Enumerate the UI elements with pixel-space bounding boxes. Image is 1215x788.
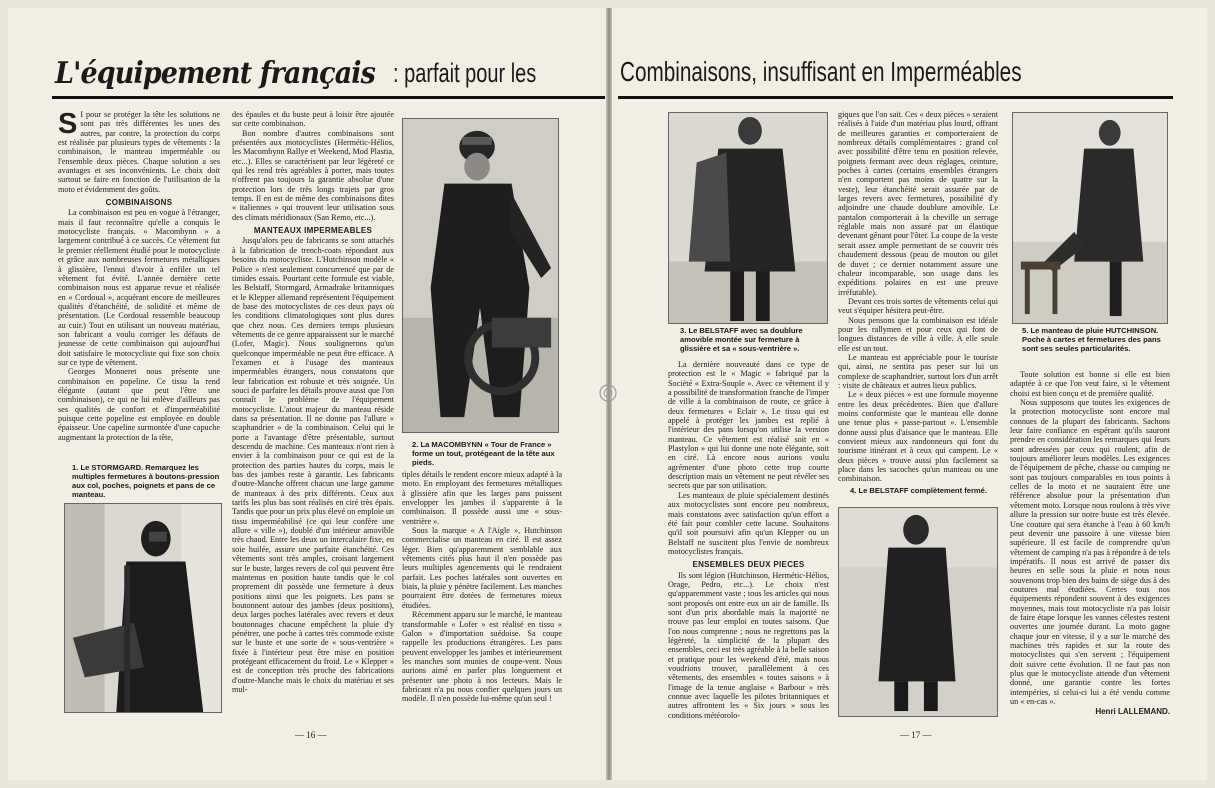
headline-left-rest: : parfait pour les	[393, 58, 537, 88]
paragraph: Jusqu'alors peu de fabricants se sont attachés à la fabrication de trench-coats répondant aux besoins du motocycliste. L'Hutchinson modèle « Police » n'est seulement concurrencé que par de timides essais. Pourtant cette formule est viable, les Belstaff, Stormgard, Armadrake britanniques et le Klepper allemand représentent l'équipement de base des motocyclistes de ces deux pays où les conditions climatologiques sont plus dures que chez nous. Ces derniers temps plusieurs vêtements de ce genre apparaissent sur le marché (Lofer, Magic). Nous soulignerons qu'un quelconque imperméable ne peut être efficace. A l'examen et à l'usage des manteaux imperméables étrangers, nous constatons que leur fabrication est robuste et très soignée. Un souci de parfaire les détails prouve aussi que l'on connaît le problème de l'équipement motocycliste. L'atout majeur du manteau réside dans sa présentation. Il ne donne pas l'allure « scaphandrier » de la combinaison. Celui qui le porte a l'avantage d'être présentable, surtout descendu de machine. Ces manteaux n'ont rien à envier à la combinaison pour ce qui est de la protection des parties hautes du corps, mais le bas des jambes reste à garantir. Les fabricants d'outre-Manche offrent chacun une large gamme de manteaux à des prix différents. Ceux aux tarifs les plus bas sont réalisés en ciré très épais. Tandis que pour un prix plus élevé on emploie un tissu imperméabilisé (ce qui leur confère une allure « ville »), doublé d'un intérieur amovible très chaud. Entre les deux un intercalaire fixe, en soie huilée, assure une parfaite étanchéité. Ces vêtements sont très amples, croisant largement sur le buste, larges revers de col qui peuvent être maintenus en position haute tandis que le col proprement dit possède une fermeture à deux positions ainsi que les poignets. Les pans se boutonnent autour des jambes (deux positions), deux larges poches latérales avec revers et deux boutonnages chacune empêchent la pluie d'y pénétrer, une poche à cartes très commode existe sur le buste et une sorte de « sous-ventrière » fixée à l'intérieur peut être mise en position protégeant efficacement du froid. Le « Klepper » est de conception très proche des fabrications d'outre-Manche mais le choix du matériau et ses mul-	[232, 236, 394, 694]
photo-hutchinson	[1012, 112, 1168, 324]
article-column-3	[402, 470, 562, 728]
paragraph: tiples détails le rendent encore mieux adapté à la moto. En employant des fermetures métalliques à glissière afin que les larges pans puissent envelopper les jambes il s'apparente à la combinaison. Il possède aussi une « sous-ventrière ».	[402, 470, 562, 526]
photo-caption-4: 4. Le BELSTAFF complètement fermé.	[850, 486, 987, 495]
section-heading-ensembles: ENSEMBLES DEUX PIECES	[692, 560, 805, 570]
photo-caption-1: 1. Le STORMGARD. Remarquez les multiples fermetures à boutons-pression aux col, poches, poignets et pans de ce manteau.	[72, 463, 220, 499]
headline-right	[620, 56, 1180, 96]
paragraph: giques que l'on sait. Ces « deux pièces » seraient réalisés à l'aide d'un matériau plus lourd, offrant de meilleures garanties et comporteraient de nombreux détails complémentaires : grand col avec possibilité d'être tenu en position relevée, poignets fermant avec deux réglages, ceinture, poches à cartes (certains ensembles étrangers n'en comportent pas moins de quatre sur la veste), leur étanchéité serait assurée par de larges revers avec fermetures, possibilité d'y adjoindre une chaude doublure amovible. Le pantalon comporterait à la cheville un serrage réglable mais non assuré par un élastique devenant gênant pour l'ôter. La coupe de la veste serait assez ample permettant de se couvrir très chaudement dessous (peau de mouton ou gilet de duvet ; ce dernier notamment assure une chaleur incomparable, son usage dans les expéditions polaires en est une preuve irréfutable).	[838, 110, 998, 297]
photo-stormgard	[64, 503, 222, 713]
headline-rule-left	[52, 96, 605, 99]
paragraph: Sous la marque « A l'Aigle », Hutchinson commercialise un manteau en ciré. Il est assez léger. Bien qu'apparemment semblable aux vêtements cités plus haut il n'en possède pas leurs multiples agencements qui le rendraient parfait. Les poches latérales sont ouvertes en biais, la pluie y pénètre facilement. Les manches pourraient être dotées de fermetures mieux étudiées.	[402, 526, 562, 610]
section-heading-manteaux: MANTEAUX IMPERMEABLES	[253, 226, 373, 236]
article-column-6	[1010, 370, 1170, 720]
photo-caption-5: 5. Le manteau de pluie HUTCHINSON. Poche à cartes et fermetures des pans sont ses seules particularités.	[1022, 326, 1161, 353]
paragraph: Le « deux pièces » est une formule moyenne entre les deux précédentes. Bien que d'allure moins conformiste que le manteau elle donne une tenue plus « passe-partout ». L'ensemble donne aussi plus d'aisance que le manteau. Elle convient mieux aux randonneurs qui font du tourisme itinérant et à ceux qui campent. Le « deux pièces » trouve aussi plus facilement sa place dans les sacoches qu'un manteau ou une combinaison.	[838, 390, 998, 483]
paragraph: Les manteaux de pluie spécialement destinés aux motocyclistes sont encore peu nombreux, mais constatons avec satisfaction qu'un effort a été fait pour combler cette lacune. Souhaitons qu'il soit poursuivi afin qu'un Klepper ou un Belstaff ne suscitent plus l'envie de nombreux motocyclistes français.	[668, 490, 829, 556]
paragraph: Toute solution est bonne si elle est bien adaptée à ce que l'on veut faire, si le vêtement choisi est bien conçu et de première qualité.	[1010, 370, 1170, 398]
paragraph: Nous supposons que toutes les exigences de la protection motocycliste sont encore mal connues de la plupart des fabricants. Sachons leur faire confiance en espérant qu'ils sauront prendre en considération les remarques qui leurs sont adressées par ceux qui roulent, afin de toujours améliorer leurs modèles. Les exigences de l'équipement de pêche, chasse ou camping ne sont pas toujours comparables en tous points à celles de la moto et ne sauraient être une référence absolue pour la présentation d'un vêtement moto. Lorsque nous roulons à très vive allure la pression sur notre buste est très élevée. Une couture qui sera étanche à l'eau à 60 km/h peut devenir une passoire à une vitesse bien supérieure. Il est facile de comprendre qu'un vêtement de camping n'a pas à répondre à de tels impératifs. Il nous est arrivé de passer dix heures en selle sous la pluie et nous nous souvenons trop bien des bains de siège dus à des coutures mal étudiées. Certes tous nos équipements répondent souvent à des exigences moyennes, mais tout motocycliste n'a pas loisir de faire étape lorsque les vannes célestes restent ouvertes une journée durant. La moto gagne chaque jour en vitesse, il y a sur le marché des machines très rapides et sur la route des motocyclistes qui s'en servent ; l'équipement doit suivre cette évolution. Il ne faut pas non plus que le motocycliste attende d'un vêtement donné, une garantie contre les fortes intempéries, si celui-ci lui a été vendu comme un « en-cas ».	[1010, 398, 1170, 707]
headline-right-text: Combinaisons, insuffisant en Imperméables	[620, 56, 1022, 87]
photo-caption-2: 2. La MACOMBYNN « Tour de France » forme un tout, protégeant de la tête aux pieds.	[412, 440, 555, 467]
drop-cap: S	[58, 110, 78, 140]
article-column-1	[58, 110, 220, 445]
photo-macombynn	[402, 118, 559, 433]
headline-rule-right	[618, 96, 1173, 99]
photo-caption-3: 3. Le BELSTAFF avec sa doublure amovible montée sur fermeture à glissière et sa « sous-ventrière ».	[680, 326, 803, 353]
intro-paragraph: I pour se protéger la tête les solutions ne sont pas très différentes les unes des autres, par contre, la protection du corps est réalisée par plusieurs types de vêtements : la combinaison, le manteau imperméable ou l'ensemble deux pièces. Chaque solution a ses avantages et ses inconvénients. Le choix doit surtout se faire en fonction de l'utilisation de la moto et évidemment des goûts.	[58, 110, 220, 194]
paragraph: La combinaison est peu en vogue à l'étranger, mais il faut reconnaître qu'elle a conquis le motocycliste français. « Macombynn » a largement contribué à ce succès. Ce vêtement fut le premier réellement étudié pour le motocycliste et grâce aux nombreuses fermetures métalliques à glissière, l'ennui d'avoir à enfiler un tel vêtement fut évité. L'année dernière cette combinaison nous est apparue revue et réalisée en « Cordoual », acquérant encore de meilleures qualités d'étanchéité, de solidité et même de présentation. (Le Cordoual ressemble beaucoup au cuir.) Tout en utilisant un nouveau matériau, son fabricant a voulu corriger les défauts de jeunesse de cette combinaison qui aujourd'hui doit satisfaire le motocycliste qui fixe son choix sur ce type de vêtement.	[58, 208, 220, 367]
page-number-right: — 17 —	[900, 730, 932, 740]
paragraph: Récemment apparu sur le marché, le manteau transformable « Lofer » est réalisé en tissu « Galon » d'importation suédoise. Sa coupe rappelle les productions étrangères. Les pans peuvent envelopper les jambes et intérieurement les manches sont munies de coupe-vent. Nous aurions aimé en parler plus longuement et présenter une photo à nos lecteurs. Mais le fabricant n'a pu nous confier quelques jours un modèle. Il n'en possède lui-même qu'un seul !	[402, 610, 562, 704]
paragraph: Ils sont légion (Hutchinson, Hermétic-Hélios, Orage, Pedro, etc...). Le choix n'est qu'apparemment vaste ; tous les articles qui nous sont proposés ont entre eux un air de famille. Ils sont d'un prix abordable mais la majorité ne trouve pas leur emploi en toutes saisons. Que l'on nous comprenne ; nous ne regrettons pas la légèreté, la simplicité de la plupart des ensembles, ceci est très agréable à la belle saison et pratique pour les weekend d'été, mais nous voudrions trouver, parallèlement à ces vêtements, des ensembles « toutes saisons » à l'image de la tenue anglaise « Barbour » très connue avec laquelle les pilotes britanniques et autres affrontent les « Six jours » sous les conditions météorolo-	[668, 570, 829, 720]
paragraph: des épaules et du buste peut à loisir être ajoutée sur cette combinaison.	[232, 110, 394, 129]
article-column-4	[668, 360, 829, 728]
photo-belstaff-lining	[668, 112, 828, 324]
article-column-2	[232, 110, 394, 728]
page-number-left: — 16 —	[295, 730, 327, 740]
paragraph: Devant ces trois sortes de vêtements celui qui veut s'équiper hésitera peut-être.	[838, 296, 998, 316]
library-stamp-icon	[590, 382, 626, 404]
paragraph: Le manteau est appréciable pour le touriste qui, ainsi, ne sentira pas peser sur lui un complexe de scaphandrier, surtout lors d'un arrêt : visite de châteaux et autres lieux publics.	[838, 352, 998, 390]
photo-belstaff-closed	[838, 507, 998, 717]
author-signature: Henri LALLEMAND.	[1095, 707, 1170, 717]
section-heading-combinaisons: COMBINAISONS	[105, 198, 173, 208]
paragraph: La dernière nouveauté dans ce type de protection est le « Magic » fabriqué par la Société « Extra-Souple ». Avec ce vêtement il y a possibilité de transformation franche de l'imper de ville à la combinaison de route, ce grâce à deux fermetures « Eclair ». Le tissu qui est appelé à protéger les jambes est replié à l'intérieur des pans lorsqu'on utilise la version manteau. Ce vêtement est réalisé soit en « Plastylon » qui lui donne une note élégante, soit en ciré. Là encore nous aurions voulu agrémenter d'une photo cette trop courte description mais un vêtement ne peut révéler ses secrets que par son utilisation.	[668, 360, 829, 491]
paragraph: Bon nombre d'autres combinaisons sont présentées aux motocyclistes (Hermétic-Hélios, les Macombynn Rallye et Weekend, Mod Plastia, etc...). Elles se caractérisent par leur légèreté ce qui les rend très agréables à porter, mais toutes n'offrent pas toujours la garantie absolue d'une protection lors de très longs trajets par gros temps. Il en est de même des combinaisons dites « italiennes » qui trouvent leur utilisation sous des climats méridionaux (San Remo, etc...).	[232, 128, 394, 222]
paragraph: Nous pensons que la combinaison est idéale pour les rallymen et pour ceux qui font de longues distances de ville à ville. A elle seule elle est un tout.	[838, 315, 998, 353]
headline-script: L'équipement français	[55, 56, 375, 91]
paragraph: Georges Monneret nous présente une combinaison en popeline. Ce tissu la rend élégante (autant que peut l'être une combinaison), ce qui ne lui enlève d'ailleurs pas ses qualités de confort et d'imperméabilité puisque cette popeline est employée en double épaisseur. Une capeline surmontée d'une capuche augmentant la protection de la tête,	[58, 367, 220, 442]
article-column-5	[838, 110, 998, 483]
headline-left	[55, 56, 615, 96]
